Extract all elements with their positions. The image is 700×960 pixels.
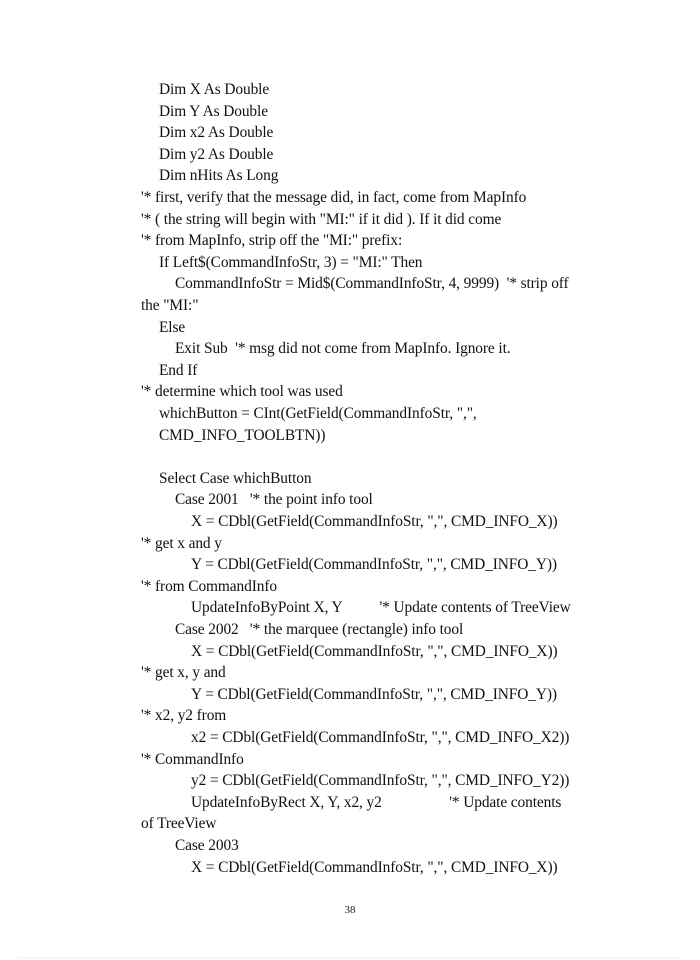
code-line: Else	[159, 318, 186, 336]
comment-line: '* CommandInfo	[141, 750, 244, 768]
code-line: X = CDbl(GetField(CommandInfoStr, ",", CMD_INFO_X))	[191, 642, 558, 660]
code-line: the "MI:"	[141, 297, 199, 314]
code-line: Dim X As Double	[159, 81, 270, 98]
code-line: Case 2001 '* the point info tool	[175, 491, 373, 509]
code-line: X = CDbl(GetField(CommandInfoStr, ",", CMD_INFO_X))	[191, 513, 558, 530]
comment-line: '* from MapInfo, strip off the "MI:" prefix:	[141, 232, 403, 250]
code-line: Dim y2 As Double	[159, 145, 274, 163]
code-line: whichButton = CInt(GetField(CommandInfoStr, ",",	[159, 405, 477, 422]
code-line: Case 2002 '* the marquee (rectangle) info tool	[175, 621, 464, 638]
code-line: Y = CDbl(GetField(CommandInfoStr, ",", CMD_INFO_Y))	[191, 556, 557, 574]
page-number: 38	[344, 904, 356, 916]
code-line: Y = CDbl(GetField(CommandInfoStr, ",", CMD_INFO_Y))	[191, 685, 557, 703]
code-line: Dim x2 As Double	[159, 124, 274, 142]
code-line: If Left$(CommandInfoStr, 3) = "MI:" Then	[159, 253, 423, 271]
code-line: Case 2003	[175, 837, 239, 854]
code-line: of TreeView	[141, 815, 217, 833]
comment-line: '* x2, y2 from	[141, 707, 227, 725]
code-line: CommandInfoStr = Mid$(CommandInfoStr, 4, 9999) '* strip off	[175, 275, 569, 293]
comment-line: '* from CommandInfo	[141, 577, 277, 595]
comment-line: '* ( the string will begin with "MI:" if it did ). If it did come	[141, 210, 502, 228]
code-line: X = CDbl(GetField(CommandInfoStr, ",", CMD_INFO_X))	[191, 858, 558, 876]
code-line: CMD_INFO_TOOLBTN))	[159, 426, 326, 444]
code-line: UpdateInfoByRect X, Y, x2, y2 '* Update contents	[191, 793, 562, 811]
code-line: y2 = CDbl(GetField(CommandInfoStr, ",", CMD_INFO_Y2))	[191, 772, 570, 790]
code-line: Dim nHits As Long	[159, 167, 279, 185]
code-line: x2 = CDbl(GetField(CommandInfoStr, ",", CMD_INFO_X2))	[191, 729, 570, 746]
comment-line: '* get x, y and	[141, 664, 226, 682]
comment-line: '* determine which tool was used	[141, 383, 343, 401]
code-line: End If	[159, 361, 198, 379]
page-bottom-edge	[18, 957, 682, 958]
code-line: Dim Y As Double	[159, 102, 268, 120]
comment-line: '* first, verify that the message did, in fact, come from MapInfo	[141, 189, 527, 206]
comment-line: '* get x and y	[141, 534, 222, 552]
code-line: Select Case whichButton	[159, 469, 312, 487]
code-line: Exit Sub '* msg did not come from MapInfo. Ignore it.	[175, 340, 511, 358]
code-line: UpdateInfoByPoint X, Y '* Update contents of TreeView	[191, 599, 571, 617]
